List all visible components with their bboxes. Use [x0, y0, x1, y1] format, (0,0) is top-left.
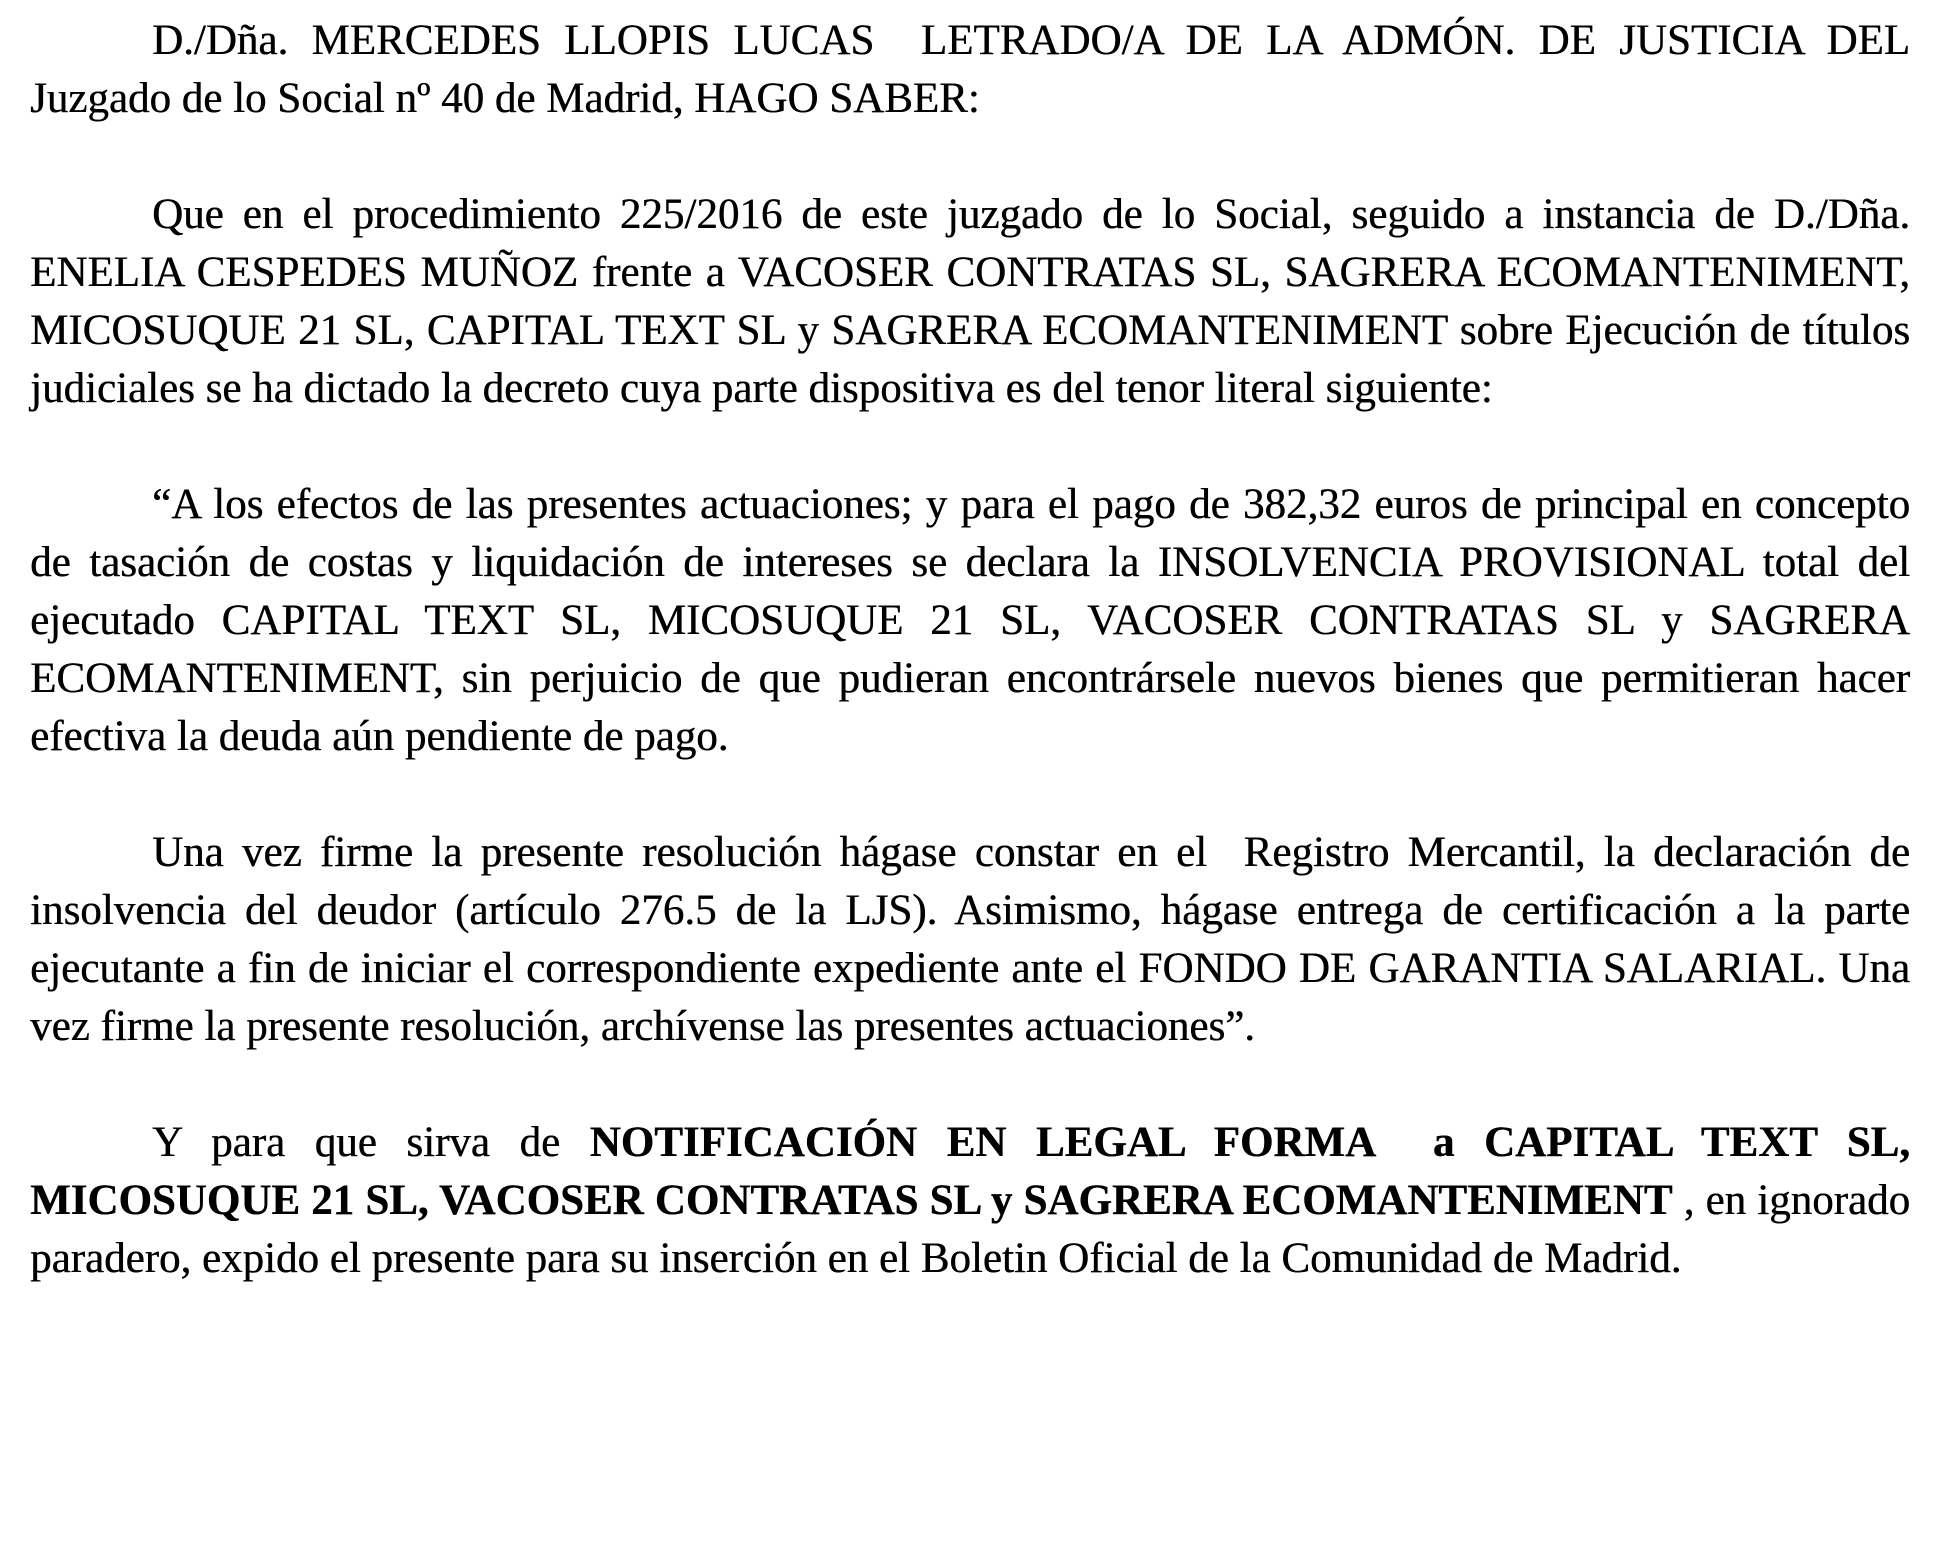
paragraph-procedure: Que en el procedimiento 225/2016 de este juzgado de lo Social, seguido a instancia de D./Dña. ENELIA CESPEDES MUÑOZ frente a VACOSER CONTRATAS SL, SAGRERA ECOMANTENIMENT, MICOSUQUE 21 SL, CAPITAL TEXT SL y SAGRERA ECOMANTENIMENT sobre Ejecución de títulos judiciales se ha dictado la decreto cuya parte dispositiva es del tenor literal siguiente: [30, 191, 1910, 412]
paragraph-decree: “A los efectos de las presentes actuaciones; y para el pago de 382,32 euros de principal en concepto de tasación de costas y liquidación de intereses se declara la INSOLVENCIA PROVISIONAL total del ejecutado CAPITAL TEXT SL, MICOSUQUE 21 SL, VACOSER CONTRATAS SL y SAGRERA ECOMANTENIMENT, sin perjuicio de que pudieran encontrársele nuevos bienes que permitieran hacer efectiva la deuda aún pendiente de pago. [30, 481, 1910, 760]
notification-tail-text: , en ignorado paradero, expido el presente para su inserción en el Boletin Oficial de la Comunidad de Madrid. [30, 1177, 1911, 1282]
notification-lead-text: Y para que sirva de [152, 1119, 590, 1166]
paragraph-court-header: D./Dña. MERCEDES LLOPIS LUCAS LETRADO/A DE LA ADMÓN. DE JUSTICIA DEL Juzgado de lo Social nº 40 de Madrid, HAGO SABER: [30, 17, 1910, 122]
paragraph-registry: Una vez firme la presente resolución hágase constar en el Registro Mercantil, la declaración de insolvencia del deudor (artículo 276.5 de la LJS). Asimismo, hágase entrega de certificación a la parte ejecutante a fin de iniciar el correspondiente expediente ante el FONDO DE GARANTIA SALARIAL. Una vez firme la presente resolución, archívense las presentes actuaciones”. [30, 829, 1910, 1050]
notification-parties-bold-text: NOTIFICACIÓN EN LEGAL FORMA a CAPITAL TEXT SL, MICOSUQUE 21 SL, VACOSER CONTRATAS SL y SAGRERA ECOMANTENIMENT [30, 1119, 1910, 1224]
paragraph-notification [30, 1114, 1910, 1288]
